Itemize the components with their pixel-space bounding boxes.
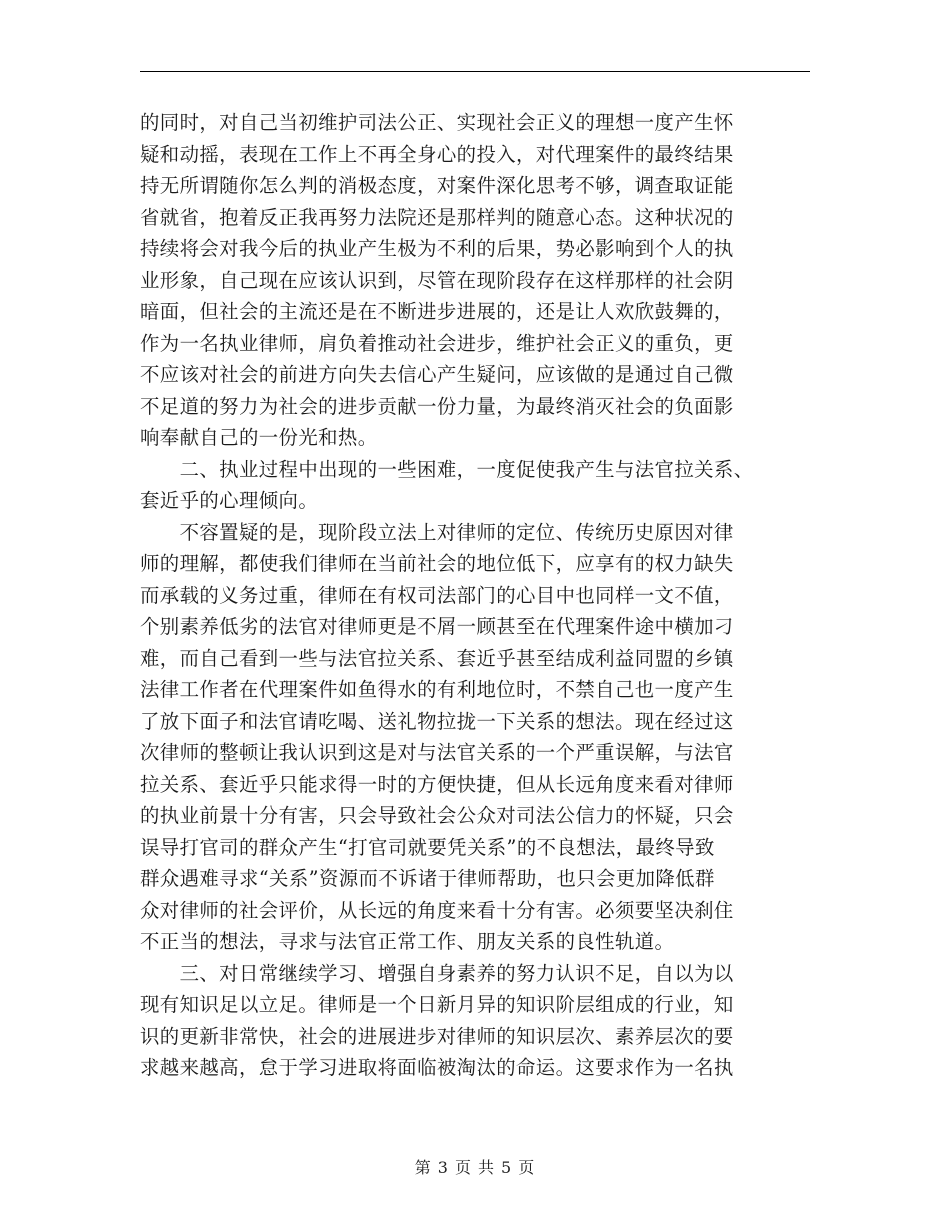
text-line: 的同时，对自己当初维护司法公正、实现社会正义的理想一度产生怀 <box>140 111 734 134</box>
text-line: 个别素养低劣的法官对律师更是不屑一顾甚至在代理案件途中横加刁 <box>140 615 734 638</box>
footer-suffix: 页 <box>518 1158 536 1177</box>
page-footer <box>0 1155 950 1178</box>
text-line: 误导打官司的群众产生“打官司就要凭关系”的不良想法，最终导致 <box>140 835 715 859</box>
text-line: 了放下面子和法官请吃喝、送礼物拉拢一下关系的想法。现在经过这 <box>140 709 734 733</box>
text-line: 三、对日常继续学习、增强自身素养的努力认识不足，自以为以 <box>140 961 734 985</box>
text-line: 二、执业过程中出现的一些困难，一度促使我产生与法官拉关系、 <box>140 457 754 481</box>
text-line: 难，而自己看到一些与法官拉关系、套近乎甚至结成利益同盟的乡镇 <box>140 646 734 670</box>
text-line: 套近乎的心理倾向。 <box>140 489 319 512</box>
text-line: 持续将会对我今后的执业产生极为不利的后果，势必影响到个人的执 <box>140 237 734 260</box>
text-line: 疑和动摇，表现在工作上不再全身心的投入，对代理案件的最终结果 <box>140 142 734 166</box>
text-line: 的执业前景十分有害，只会导致社会公众对司法公信力的怀疑，只会 <box>140 804 734 827</box>
footer-page-number: 3 <box>437 1158 449 1177</box>
text-line: 业形象，自己现在应该认识到，尽管在现阶段存在这样那样的社会阴 <box>140 268 734 292</box>
text-line: 现有知识足以立足。律师是一个日新月异的知识阶层组成的行业，知 <box>140 993 734 1016</box>
text-line: 作为一名执业律师，肩负着推动社会进步，维护社会正义的重负，更 <box>140 331 734 355</box>
text-line: 省就省，抱着反正我再努力法院还是那样判的随意心态。这种状况的 <box>140 205 734 229</box>
text-line: 次律师的整顿让我认识到这是对与法官关系的一个严重误解，与法官 <box>140 741 734 764</box>
footer-middle: 页 共 <box>454 1158 496 1177</box>
text-line: 暗面，但社会的主流还是在不断进步进展的，还是让人欢欣鼓舞的， <box>140 300 734 323</box>
header-rule <box>140 71 810 72</box>
text-line: 拉关系、套近乎只能求得一时的方便快捷，但从长远角度来看对律师 <box>140 772 734 796</box>
text-line: 识的更新非常快，社会的进展进步对律师的知识层次、素养层次的要 <box>140 1024 734 1048</box>
text-line: 求越来越高，怠于学习进取将面临被淘汰的命运。这要求作为一名执 <box>140 1056 734 1079</box>
body-text <box>140 107 820 1084</box>
text-line: 不足道的努力为社会的进步贡献一份力量，为最终消灭社会的负面影 <box>140 394 734 418</box>
footer-total-pages: 5 <box>501 1158 513 1177</box>
text-line: 而承载的义务过重，律师在有权司法部门的心目中也同样一文不值， <box>140 583 734 607</box>
text-line: 持无所谓随你怎么判的消极态度，对案件深化思考不够，调查取证能 <box>140 174 734 197</box>
text-line: 众对律师的社会评价，从长远的角度来看十分有害。必须要坚决刹住 <box>140 898 734 922</box>
footer-prefix: 第 <box>414 1158 432 1177</box>
text-line: 不应该对社会的前进方向失去信心产生疑问，应该做的是通过自己微 <box>140 363 734 386</box>
text-line: 法律工作者在代理案件如鱼得水的有利地位时，不禁自己也一度产生 <box>140 678 734 701</box>
text-line: 群众遇难寻求“关系”资源而不诉诸于律师帮助，也只会更加降低群 <box>140 867 715 890</box>
text-line: 不正当的想法，寻求与法官正常工作、朋友关系的良性轨道。 <box>140 930 675 953</box>
text-line: 不容置疑的是，现阶段立法上对律师的定位、传统历史原因对律 <box>140 520 734 544</box>
text-line: 响奉献自己的一份光和热。 <box>140 426 378 449</box>
text-line: 师的理解，都使我们律师在当前社会的地位低下，应享有的权力缺失 <box>140 552 734 575</box>
